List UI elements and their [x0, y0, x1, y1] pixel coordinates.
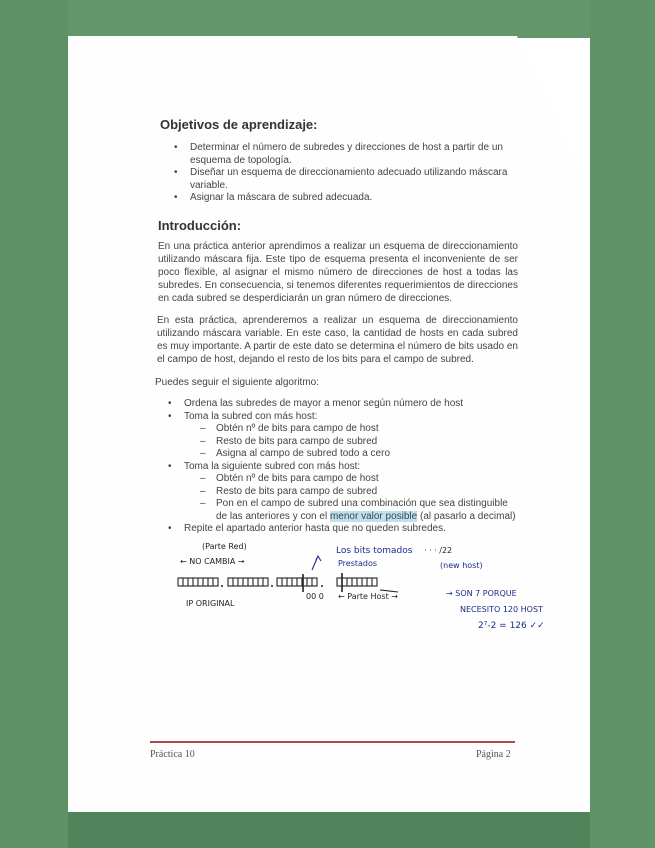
handwriting-ip-original: IP ORIGINAL	[186, 599, 235, 608]
handwriting-slash22: · · · /22	[424, 546, 453, 555]
list-subitem: – Obtén nº de bits para campo de host	[168, 423, 518, 436]
highlighted-text: menor valor posible	[329, 510, 418, 522]
list-subitem: – Obtén nº de bits para campo de host	[168, 473, 518, 486]
list-item: • Toma la subred con más host:	[168, 411, 518, 424]
list-item: • Diseñar un esquema de direccionamiento adecuado utilizando máscara variable.	[174, 167, 519, 192]
handwriting-bits-tomados: Los bits tomados	[336, 546, 413, 556]
handwriting-parte-host: ← Parte Host →	[338, 592, 398, 601]
list-item: • Asignar la máscara de subred adecuada.	[174, 192, 519, 205]
handwriting-necesito: NECESITO 120 HOST	[460, 605, 543, 614]
footer-rule	[150, 741, 515, 743]
handwriting-parte-red: (Parte Red)	[202, 542, 247, 551]
handwriting-son-7: → SON 7 PORQUE	[446, 589, 517, 598]
list-item: • Ordena las subredes de mayor a menor según número de host	[168, 398, 518, 411]
intro-heading: Introducción:	[158, 218, 242, 233]
list-item: • Repite el apartado anterior hasta que no queden subredes.	[168, 523, 518, 536]
list-subitem: – Resto de bits para campo de subred	[168, 486, 518, 499]
handwriting-new-host: (new host)	[440, 561, 483, 570]
list-subitem: – Asigna al campo de subred todo a cero	[168, 448, 518, 461]
list-subitem: – Resto de bits para campo de subred	[168, 436, 518, 449]
intro-paragraph-3: Puedes seguir el siguiente algoritmo:	[155, 377, 319, 388]
handwriting-prestados: Prestados	[338, 559, 378, 568]
intro-paragraph-1: En una práctica anterior aprendimos a realizar un esquema de direccionamiento utilizando máscara fija. Este tipo de esquema presenta el inconveniente de ser poco flexible, al asignar el mismo número de direcciones de host a todas las subredes. En consecuencia, si tenemos diferentes requerimientos de direcciones en cada subred se desperdiciarán un gran número de direcciones.	[158, 241, 518, 304]
footer-practice: Práctica 10	[150, 749, 195, 760]
handwriting-bits-zero: 00 0	[306, 592, 324, 601]
intro-paragraph-2: En esta práctica, aprenderemos a realizar un esquema de direccionamiento utilizando máscara variable. En este caso, la cantidad de hosts en cada subred es muy importante. A partir de este dato se determina el número de bits usado en el campo de host, dejando el resto de los bits para el campo de subred.	[157, 315, 518, 365]
list-item: • Determinar el número de subredes y direcciones de host a partir de un esquema de topología.	[174, 142, 519, 167]
objectives-heading: Objetivos de aprendizaje:	[160, 117, 318, 132]
handwriting-formula: 2⁷-2 = 126 ✓✓	[478, 621, 545, 631]
list-item: • Toma la siguiente subred con más host:	[168, 461, 518, 474]
footer-page-number: Página 2	[476, 749, 511, 760]
text-segment: (al pasarlo a decimal)	[417, 510, 516, 522]
text-segment: Pon en el campo de subred una combinación que sea distinguible de las anteriores y con el	[216, 498, 508, 522]
handwriting-no-cambia: ← NO CAMBIA →	[180, 557, 245, 566]
